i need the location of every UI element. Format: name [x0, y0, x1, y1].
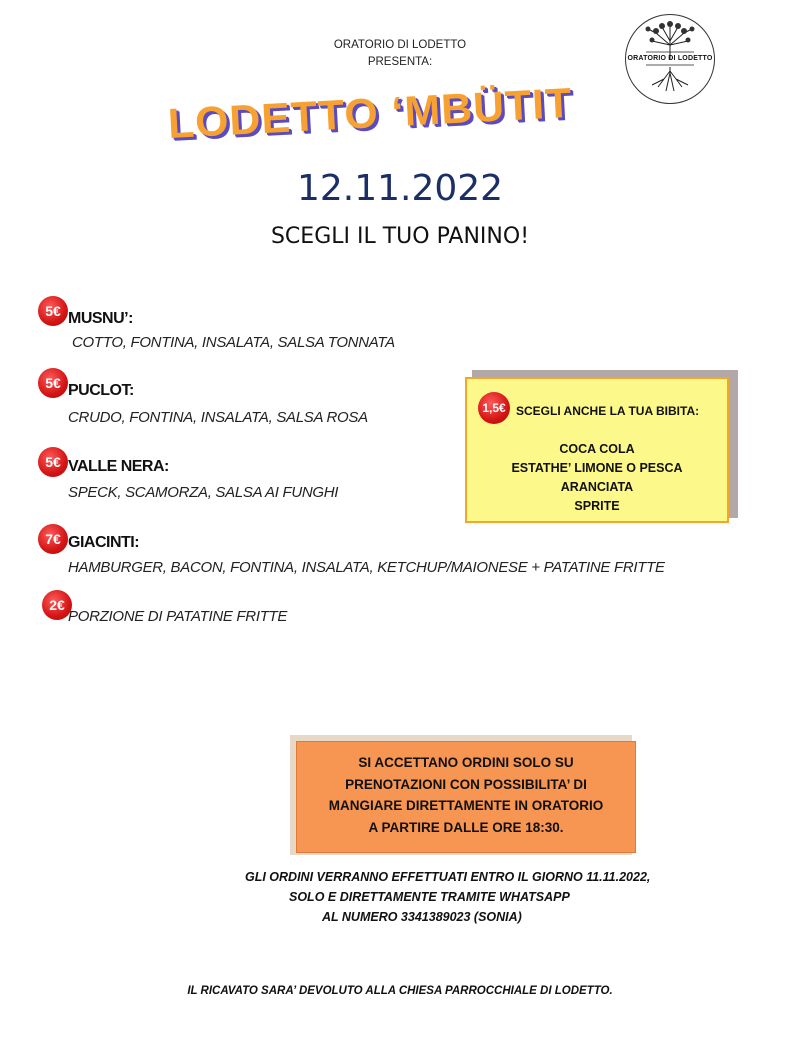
subtitle: SCEGLI IL TUO PANINO! — [270, 224, 530, 249]
drink-item: COCA COLA — [559, 442, 635, 456]
orders-line: MANGIARE DIRETTAMENTE IN ORATORIO — [328, 798, 604, 813]
price-badge: 7€ — [38, 524, 68, 554]
item-name: VALLE NERA: — [68, 458, 169, 475]
drink-item: ESTATHE’ LIMONE O PESCA — [511, 461, 683, 475]
order-info-line: AL NUMERO 3341389023 (SONIA) — [322, 910, 522, 924]
item-desc: PORZIONE DI PATATINE FRITTE — [68, 608, 288, 625]
proceeds-note: IL RICAVATO SARA’ DEVOLUTO ALLA CHIESA PARROCCHIALE DI LODETTO. — [187, 985, 613, 997]
item-desc: SPECK, SCAMORZA, SALSA AI FUNGHI — [68, 484, 339, 501]
order-info-line: GLI ORDINI VERRANNO EFFETTUATI ENTRO IL GIORNO 11.11.2022, — [245, 870, 651, 884]
drink-item: SPRITE — [574, 499, 620, 513]
event-date: 12.11.2022 — [296, 168, 504, 209]
oratorio-logo — [625, 14, 715, 104]
drink-title: SCEGLI ANCHE LA TUA BIBITA: — [516, 404, 700, 418]
drink-price-badge: 1,5€ — [478, 392, 510, 424]
order-info-line: SOLO E DIRETTAMENTE TRAMITE WHATSAPP — [289, 890, 570, 904]
price-badge: 5€ — [38, 368, 68, 398]
item-desc: CRUDO, FONTINA, INSALATA, SALSA ROSA — [68, 409, 368, 426]
price-badge: 5€ — [38, 296, 68, 326]
item-name: MUSNU’: — [68, 310, 133, 327]
item-name: PUCLOT: — [68, 382, 134, 399]
item-name: GIACINTI: — [68, 534, 140, 551]
drink-item: ARANCIATA — [560, 480, 634, 494]
item-desc: HAMBURGER, BACON, FONTINA, INSALATA, KETCHUP/MAIONESE + PATATINE FRITTE — [68, 559, 665, 576]
price-badge: 5€ — [38, 447, 68, 477]
orders-line: PRENOTAZIONI CON POSSIBILITA’ DI — [345, 777, 587, 792]
orders-line: SI ACCETTANO ORDINI SOLO SU — [358, 755, 574, 770]
price-badge: 2€ — [42, 590, 72, 620]
item-desc: COTTO, FONTINA, INSALATA, SALSA TONNATA — [72, 334, 395, 351]
orders-line: A PARTIRE DALLE ORE 18:30. — [368, 820, 564, 835]
presents-label: PRESENTA: — [367, 56, 433, 68]
logo-text: ORATORIO DI LODETTO — [627, 55, 713, 62]
organizer-name: ORATORIO DI LODETTO — [333, 39, 467, 51]
event-title: LODETTO ‘MBÜTIT — [166, 78, 574, 147]
